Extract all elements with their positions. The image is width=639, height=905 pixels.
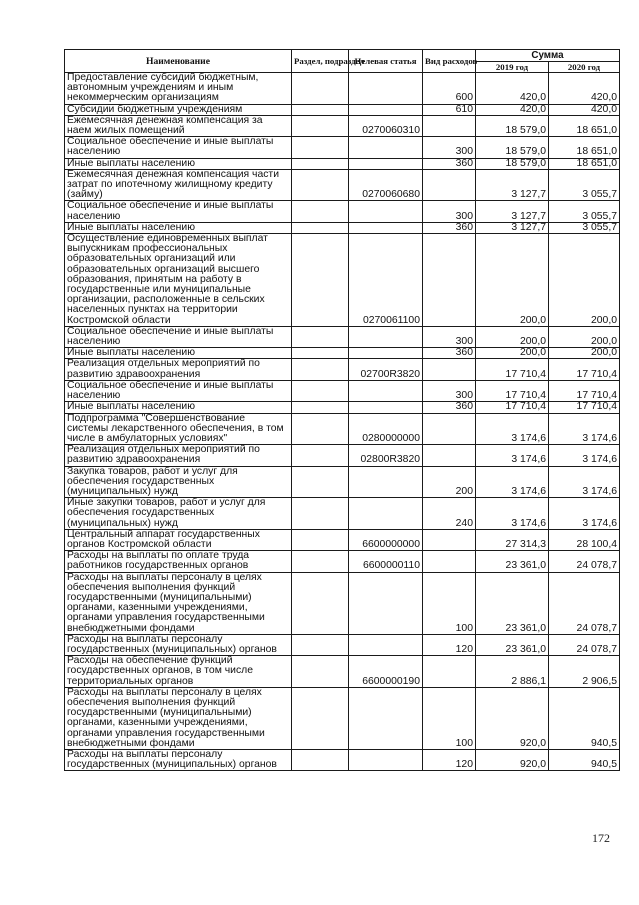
cell-2019: 3 174,6 bbox=[476, 466, 549, 498]
cell-name: Расходы на обеспечение функций государственных органов, в том числе территориальных органов bbox=[65, 656, 292, 688]
cell-name: Иные выплаты населению bbox=[65, 402, 292, 413]
cell-2020: 940,5 bbox=[549, 750, 620, 771]
table-header bbox=[65, 50, 620, 73]
table-row bbox=[65, 115, 620, 136]
table-row bbox=[65, 498, 620, 530]
cell-section bbox=[292, 359, 349, 380]
header-section: Раздел, подраздел bbox=[292, 50, 349, 73]
cell-2019: 27 314,3 bbox=[476, 529, 549, 550]
header-year-2020: 2020 год bbox=[549, 62, 620, 73]
table-row bbox=[65, 326, 620, 347]
cell-2020: 17 710,4 bbox=[549, 402, 620, 413]
cell-name: Подпрограмма "Совершенствование системы лекарственного обеспечения, в том числе в амбулаторных условиях" bbox=[65, 413, 292, 445]
cell-target bbox=[349, 201, 423, 222]
cell-section bbox=[292, 137, 349, 158]
header-name: Наименование bbox=[65, 50, 292, 73]
cell-section bbox=[292, 380, 349, 401]
cell-2020: 3 055,7 bbox=[549, 222, 620, 233]
cell-name: Ежемесячная денежная компенсация за наем жилых помещений bbox=[65, 115, 292, 136]
cell-2019: 920,0 bbox=[476, 687, 549, 749]
cell-name: Социальное обеспечение и иные выплаты населению bbox=[65, 326, 292, 347]
cell-target bbox=[349, 137, 423, 158]
table-row bbox=[65, 158, 620, 169]
cell-type: 240 bbox=[423, 498, 476, 530]
table-row bbox=[65, 348, 620, 359]
cell-section bbox=[292, 348, 349, 359]
cell-2020: 28 100,4 bbox=[549, 529, 620, 550]
cell-section bbox=[292, 73, 349, 105]
table-row bbox=[65, 750, 620, 771]
cell-2019: 3 127,7 bbox=[476, 169, 549, 201]
cell-name: Социальное обеспечение и иные выплаты населению bbox=[65, 380, 292, 401]
cell-2020: 24 078,7 bbox=[549, 551, 620, 572]
cell-section bbox=[292, 115, 349, 136]
table-row bbox=[65, 413, 620, 445]
header-target: Целевая статья bbox=[349, 50, 423, 73]
cell-section bbox=[292, 529, 349, 550]
cell-type: 100 bbox=[423, 687, 476, 749]
cell-type: 200 bbox=[423, 466, 476, 498]
table-row bbox=[65, 402, 620, 413]
cell-target bbox=[349, 380, 423, 401]
cell-2019: 420,0 bbox=[476, 104, 549, 115]
cell-section bbox=[292, 104, 349, 115]
cell-2020: 24 078,7 bbox=[549, 572, 620, 634]
table-row bbox=[65, 234, 620, 327]
cell-section bbox=[292, 169, 349, 201]
cell-2020: 3 055,7 bbox=[549, 201, 620, 222]
cell-2019: 17 710,4 bbox=[476, 402, 549, 413]
cell-target bbox=[349, 634, 423, 655]
cell-2019: 18 579,0 bbox=[476, 158, 549, 169]
cell-2019: 23 361,0 bbox=[476, 551, 549, 572]
table-row bbox=[65, 634, 620, 655]
cell-2019: 3 174,6 bbox=[476, 413, 549, 445]
cell-2019: 200,0 bbox=[476, 234, 549, 327]
cell-target: 6600000110 bbox=[349, 551, 423, 572]
cell-target bbox=[349, 466, 423, 498]
cell-2020: 420,0 bbox=[549, 73, 620, 105]
table-row bbox=[65, 445, 620, 466]
cell-type: 120 bbox=[423, 750, 476, 771]
cell-2020: 3 174,6 bbox=[549, 466, 620, 498]
cell-type: 600 bbox=[423, 73, 476, 105]
cell-2019: 3 127,7 bbox=[476, 222, 549, 233]
cell-section bbox=[292, 402, 349, 413]
cell-2020: 940,5 bbox=[549, 687, 620, 749]
cell-2020: 18 651,0 bbox=[549, 158, 620, 169]
cell-name: Расходы на выплаты персоналу государственных (муниципальных) органов bbox=[65, 750, 292, 771]
cell-name: Центральный аппарат государственных органов Костромской области bbox=[65, 529, 292, 550]
cell-section bbox=[292, 466, 349, 498]
cell-type bbox=[423, 656, 476, 688]
cell-2020: 18 651,0 bbox=[549, 137, 620, 158]
table-row bbox=[65, 687, 620, 749]
cell-target: 02700R3820 bbox=[349, 359, 423, 380]
cell-section bbox=[292, 498, 349, 530]
cell-type: 300 bbox=[423, 201, 476, 222]
cell-2020: 2 906,5 bbox=[549, 656, 620, 688]
cell-section bbox=[292, 222, 349, 233]
cell-target bbox=[349, 104, 423, 115]
cell-2019: 18 579,0 bbox=[476, 137, 549, 158]
cell-name: Ежемесячная денежная компенсация части затрат по ипотечному жилищному кредиту (займу) bbox=[65, 169, 292, 201]
cell-name: Иные выплаты населению bbox=[65, 158, 292, 169]
table-row bbox=[65, 656, 620, 688]
cell-type: 120 bbox=[423, 634, 476, 655]
cell-2019: 23 361,0 bbox=[476, 572, 549, 634]
table-row bbox=[65, 137, 620, 158]
cell-type: 360 bbox=[423, 222, 476, 233]
cell-target: 0270060310 bbox=[349, 115, 423, 136]
cell-2019: 17 710,4 bbox=[476, 359, 549, 380]
cell-target: 0270061100 bbox=[349, 234, 423, 327]
cell-2019: 420,0 bbox=[476, 73, 549, 105]
cell-name: Реализация отдельных мероприятий по развитию здравоохранения bbox=[65, 445, 292, 466]
cell-2020: 200,0 bbox=[549, 326, 620, 347]
cell-section bbox=[292, 158, 349, 169]
cell-section bbox=[292, 634, 349, 655]
header-year-2019: 2019 год bbox=[476, 62, 549, 73]
table-row bbox=[65, 169, 620, 201]
cell-2020: 3 055,7 bbox=[549, 169, 620, 201]
cell-2020: 200,0 bbox=[549, 348, 620, 359]
cell-2019: 200,0 bbox=[476, 348, 549, 359]
cell-type: 610 bbox=[423, 104, 476, 115]
cell-type bbox=[423, 413, 476, 445]
cell-name: Реализация отдельных мероприятий по развитию здравоохранения bbox=[65, 359, 292, 380]
cell-2020: 17 710,4 bbox=[549, 359, 620, 380]
cell-type: 360 bbox=[423, 402, 476, 413]
cell-section bbox=[292, 201, 349, 222]
cell-type bbox=[423, 529, 476, 550]
cell-target bbox=[349, 498, 423, 530]
cell-2020: 3 174,6 bbox=[549, 445, 620, 466]
cell-2020: 3 174,6 bbox=[549, 413, 620, 445]
cell-target bbox=[349, 348, 423, 359]
cell-2019: 18 579,0 bbox=[476, 115, 549, 136]
cell-section bbox=[292, 326, 349, 347]
cell-type: 360 bbox=[423, 348, 476, 359]
table-row bbox=[65, 104, 620, 115]
cell-name: Расходы на выплаты по оплате труда работников государственных органов bbox=[65, 551, 292, 572]
cell-name: Иные закупки товаров, работ и услуг для обеспечения государственных (муниципальных) нужд bbox=[65, 498, 292, 530]
cell-target bbox=[349, 402, 423, 413]
cell-type bbox=[423, 115, 476, 136]
cell-type bbox=[423, 169, 476, 201]
cell-type: 360 bbox=[423, 158, 476, 169]
table-row bbox=[65, 201, 620, 222]
cell-name: Осуществление единовременных выплат выпускникам профессиональных образовательных организаций или образовательных организаций высшего образования, принятым на работу в государственные или муниципальные организации, расположенные в сельских населенных пунктах на территории Костромской области bbox=[65, 234, 292, 327]
cell-section bbox=[292, 413, 349, 445]
cell-2020: 18 651,0 bbox=[549, 115, 620, 136]
cell-type: 300 bbox=[423, 137, 476, 158]
cell-name: Социальное обеспечение и иные выплаты населению bbox=[65, 137, 292, 158]
cell-name: Иные выплаты населению bbox=[65, 222, 292, 233]
cell-section bbox=[292, 445, 349, 466]
table-row bbox=[65, 551, 620, 572]
cell-name: Субсидии бюджетным учреждениям bbox=[65, 104, 292, 115]
cell-target bbox=[349, 572, 423, 634]
cell-name: Предоставление субсидий бюджетным, автономным учреждениям и иным некоммерческим организациям bbox=[65, 73, 292, 105]
cell-type bbox=[423, 359, 476, 380]
cell-name: Закупка товаров, работ и услуг для обеспечения государственных (муниципальных) нужд bbox=[65, 466, 292, 498]
page-number: 172 bbox=[592, 831, 610, 845]
cell-2019: 23 361,0 bbox=[476, 634, 549, 655]
cell-section bbox=[292, 687, 349, 749]
cell-name: Расходы на выплаты персоналу в целях обеспечения выполнения функций государственными (муниципальными) органами, казенными учреждениями, органами управления государственными внебюджетными фондами bbox=[65, 572, 292, 634]
cell-section bbox=[292, 551, 349, 572]
cell-target: 6600000000 bbox=[349, 529, 423, 550]
cell-2019: 3 174,6 bbox=[476, 445, 549, 466]
cell-type: 300 bbox=[423, 380, 476, 401]
cell-2020: 200,0 bbox=[549, 234, 620, 327]
table-row bbox=[65, 222, 620, 233]
header-type: Вид расходов bbox=[423, 50, 476, 73]
table-row bbox=[65, 572, 620, 634]
cell-2019: 3 127,7 bbox=[476, 201, 549, 222]
cell-2019: 17 710,4 bbox=[476, 380, 549, 401]
cell-section bbox=[292, 656, 349, 688]
table-row bbox=[65, 73, 620, 105]
cell-section bbox=[292, 234, 349, 327]
cell-target bbox=[349, 222, 423, 233]
cell-section bbox=[292, 750, 349, 771]
cell-2020: 3 174,6 bbox=[549, 498, 620, 530]
cell-2019: 920,0 bbox=[476, 750, 549, 771]
cell-target: 6600000190 bbox=[349, 656, 423, 688]
table-body bbox=[65, 73, 620, 771]
cell-2020: 24 078,7 bbox=[549, 634, 620, 655]
cell-target: 0270060680 bbox=[349, 169, 423, 201]
cell-2019: 2 886,1 bbox=[476, 656, 549, 688]
cell-target: 02800R3820 bbox=[349, 445, 423, 466]
budget-table bbox=[64, 49, 620, 771]
cell-name: Расходы на выплаты персоналу в целях обеспечения выполнения функций государственными (муниципальными) органами, казенными учреждениями, органами управления государственными внебюджетными фондами bbox=[65, 687, 292, 749]
cell-type: 300 bbox=[423, 326, 476, 347]
cell-name: Социальное обеспечение и иные выплаты населению bbox=[65, 201, 292, 222]
cell-target bbox=[349, 687, 423, 749]
cell-name: Иные выплаты населению bbox=[65, 348, 292, 359]
header-sum: Сумма bbox=[476, 50, 620, 62]
cell-2020: 420,0 bbox=[549, 104, 620, 115]
cell-name: Расходы на выплаты персоналу государственных (муниципальных) органов bbox=[65, 634, 292, 655]
cell-type bbox=[423, 445, 476, 466]
cell-type bbox=[423, 234, 476, 327]
cell-target bbox=[349, 158, 423, 169]
table-row bbox=[65, 380, 620, 401]
cell-target bbox=[349, 750, 423, 771]
cell-target: 0280000000 bbox=[349, 413, 423, 445]
cell-target bbox=[349, 326, 423, 347]
table-row bbox=[65, 359, 620, 380]
cell-2019: 3 174,6 bbox=[476, 498, 549, 530]
cell-target bbox=[349, 73, 423, 105]
cell-2019: 200,0 bbox=[476, 326, 549, 347]
table-row bbox=[65, 466, 620, 498]
cell-type bbox=[423, 551, 476, 572]
cell-type: 100 bbox=[423, 572, 476, 634]
cell-2020: 17 710,4 bbox=[549, 380, 620, 401]
table-row bbox=[65, 529, 620, 550]
cell-section bbox=[292, 572, 349, 634]
